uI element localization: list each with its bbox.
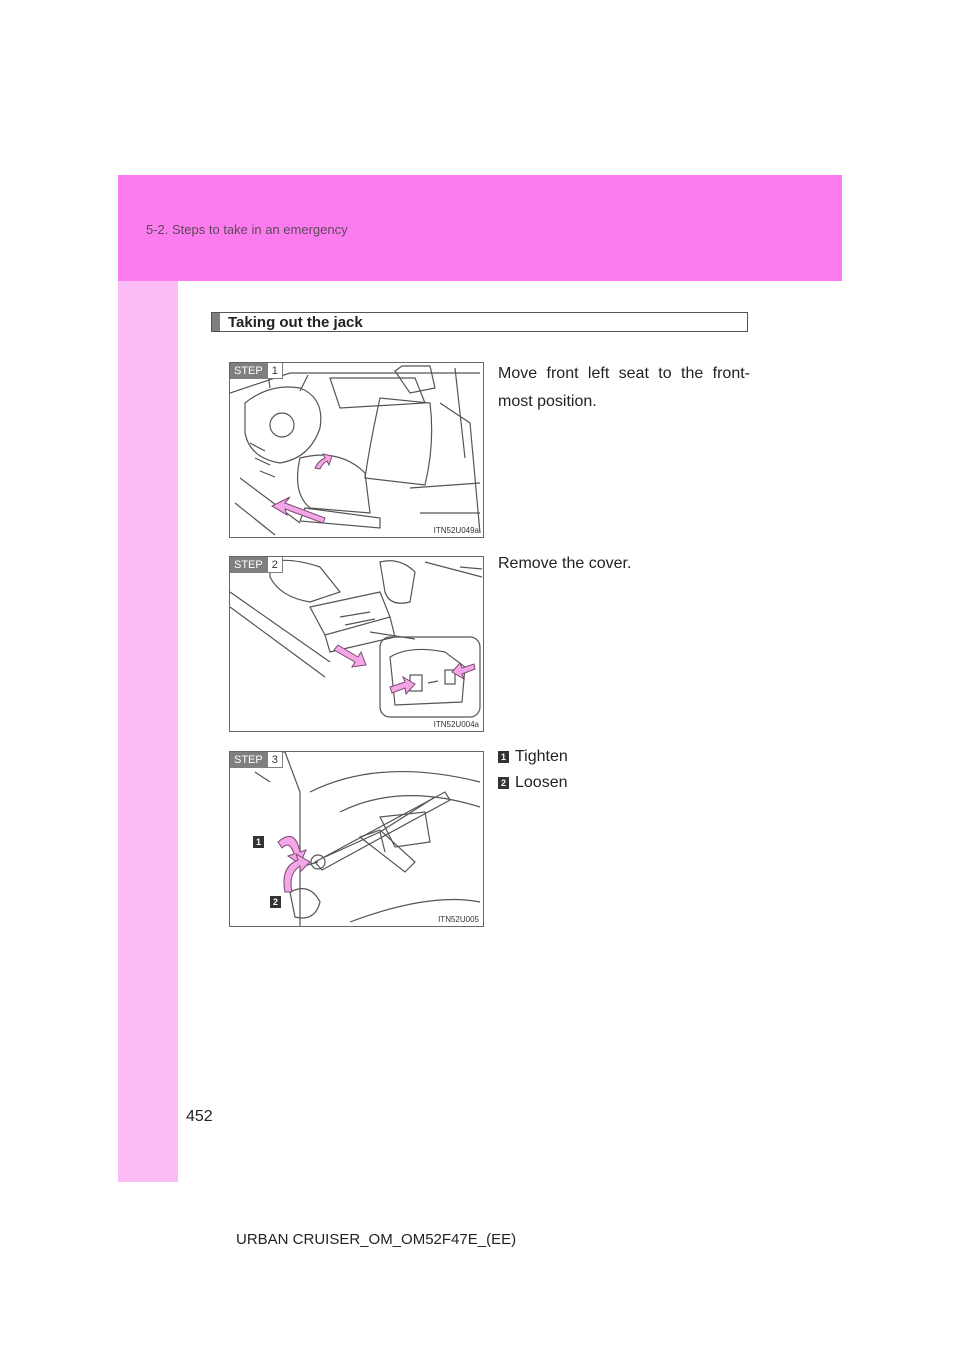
figure-code: ITN52U049a xyxy=(433,526,479,535)
step-number: 2 xyxy=(267,557,283,573)
callout-2-badge: 2 xyxy=(270,896,281,908)
step-label: STEP xyxy=(230,557,267,573)
jack-illustration xyxy=(230,752,483,926)
callout-1-badge: 1 xyxy=(253,836,264,848)
figure-code: ITN52U005 xyxy=(438,915,479,924)
step-label: STEP xyxy=(230,363,267,379)
step2-text: Remove the cover. xyxy=(498,555,632,572)
step1-tag xyxy=(230,363,283,379)
step2-tag xyxy=(230,557,283,573)
step-label: STEP xyxy=(230,752,267,768)
step3-figure xyxy=(229,751,484,927)
step1-text: Move front left seat to the front-most position. xyxy=(498,365,750,410)
item-badge: 2 xyxy=(498,777,509,789)
step-number: 1 xyxy=(267,363,283,379)
step1-figure xyxy=(229,362,484,538)
heading-marker xyxy=(212,313,220,331)
list-item xyxy=(498,748,568,766)
section-heading xyxy=(211,312,748,332)
item-badge: 1 xyxy=(498,751,509,763)
page-number: 452 xyxy=(186,1108,213,1125)
footer-document-id: URBAN CRUISER_OM_OM52F47E_(EE) xyxy=(236,1231,517,1248)
figure-code: ITN52U004a xyxy=(433,720,479,729)
step3-tag xyxy=(230,752,283,768)
item-label: Tighten xyxy=(515,748,568,765)
heading-text: Taking out the jack xyxy=(228,313,363,331)
item-label: Loosen xyxy=(515,774,568,791)
seat-illustration xyxy=(230,363,483,537)
step-number: 3 xyxy=(267,752,283,768)
side-band xyxy=(118,281,178,1182)
list-item xyxy=(498,774,568,792)
cover-illustration xyxy=(230,557,483,731)
step2-figure xyxy=(229,556,484,732)
section-title: 5-2. Steps to take in an emergency xyxy=(146,222,348,237)
